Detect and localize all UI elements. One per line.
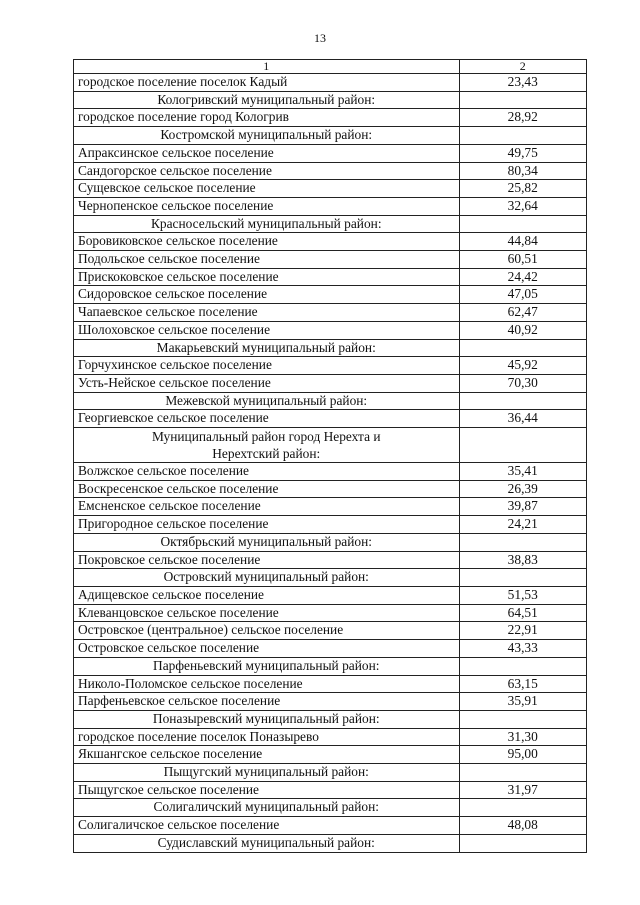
district-name-cell [74,428,460,463]
value-cell: 26,39 [459,480,587,498]
district-header-row [74,428,587,463]
value-cell: 80,34 [459,162,587,180]
value-cell: 24,21 [459,516,587,534]
table-row [74,251,587,269]
value-cell: 44,84 [459,233,587,251]
settlement-name-cell: Островское (центральное) сельское поселение [74,622,460,640]
table-row [74,268,587,286]
settlement-name-cell: Николо-Поломское сельское поселение [74,675,460,693]
settlement-name-cell: Якшангское сельское поселение [74,746,460,764]
district-header-row [74,834,587,852]
table-row [74,463,587,481]
district-name-cell: Пыщугский муниципальный район: [74,764,460,782]
table-row [74,781,587,799]
value-cell: 49,75 [459,144,587,162]
settlement-name-cell: Пыщугское сельское поселение [74,781,460,799]
value-cell [459,215,587,233]
district-name-cell: Костромской муниципальный район: [74,127,460,145]
value-cell [459,710,587,728]
district-name-cell: Красносельский муниципальный район: [74,215,460,233]
value-cell: 39,87 [459,498,587,516]
value-cell [459,764,587,782]
table-row [74,622,587,640]
settlement-name-cell: Емсненское сельское поселение [74,498,460,516]
table-row [74,144,587,162]
district-name-cell: Межевской муниципальный район: [74,392,460,410]
settlement-name-cell: Волжское сельское поселение [74,463,460,481]
value-cell: 31,97 [459,781,587,799]
table-row [74,675,587,693]
district-name-line: Нерехтский район: [212,446,321,462]
value-cell [459,428,587,463]
settlement-name-cell: Георгиевское сельское поселение [74,410,460,428]
settlement-name-cell: Боровиковское сельское поселение [74,233,460,251]
value-cell: 22,91 [459,622,587,640]
table-row [74,640,587,658]
page-number: 13 [314,31,326,45]
settlement-name-cell: Усть-Нейское сельское поселение [74,374,460,392]
value-cell: 28,92 [459,109,587,127]
table-row [74,74,587,92]
value-cell: 45,92 [459,357,587,375]
district-header-row [74,657,587,675]
settlement-name-cell: Сидоровское сельское поселение [74,286,460,304]
table-row [74,197,587,215]
district-header-row [74,339,587,357]
value-cell: 36,44 [459,410,587,428]
settlement-name-cell: Парфеньевское сельское поселение [74,693,460,711]
table-row [74,233,587,251]
value-cell: 63,15 [459,675,587,693]
value-cell: 70,30 [459,374,587,392]
table-row [74,551,587,569]
district-name-line: Муниципальный район город Нерехта и [151,429,381,445]
value-cell: 43,33 [459,640,587,658]
value-cell: 31,30 [459,728,587,746]
district-header-row [74,91,587,109]
column-header-2: 2 [459,60,587,74]
value-cell [459,339,587,357]
district-name-cell: Парфеньевский муниципальный район: [74,657,460,675]
value-cell [459,834,587,852]
settlement-name-cell: Пригородное сельское поселение [74,516,460,534]
settlement-name-cell: Апраксинское сельское поселение [74,144,460,162]
settlement-name-cell: Прискоковское сельское поселение [74,268,460,286]
settlement-name-cell: Шолоховское сельское поселение [74,321,460,339]
table-row [74,357,587,375]
table-row [74,516,587,534]
value-cell [459,392,587,410]
table-row [74,693,587,711]
value-cell: 32,64 [459,197,587,215]
table-header-row [74,60,587,74]
value-cell: 40,92 [459,321,587,339]
value-cell: 25,82 [459,180,587,198]
settlement-name-cell: Воскресенское сельское поселение [74,480,460,498]
value-cell [459,799,587,817]
district-name-cell: Макарьевский муниципальный район: [74,339,460,357]
settlement-name-cell: Горчухинское сельское поселение [74,357,460,375]
value-cell: 38,83 [459,551,587,569]
district-header-row [74,799,587,817]
table-row [74,286,587,304]
value-cell [459,127,587,145]
table-row [74,817,587,835]
district-name-cell: Октябрьский муниципальный район: [74,533,460,551]
settlements-table [73,59,587,853]
table-row [74,304,587,322]
table-row [74,586,587,604]
settlement-name-cell: Островское сельское поселение [74,640,460,658]
value-cell: 60,51 [459,251,587,269]
table-row [74,410,587,428]
value-cell: 95,00 [459,746,587,764]
value-cell: 47,05 [459,286,587,304]
table-row [74,498,587,516]
settlement-name-cell: Чернопенское сельское поселение [74,197,460,215]
value-cell [459,91,587,109]
settlement-name-cell: Сандогорское сельское поселение [74,162,460,180]
district-header-row [74,710,587,728]
district-header-row [74,569,587,587]
value-cell [459,533,587,551]
settlement-name-cell: Солигаличское сельское поселение [74,817,460,835]
value-cell: 23,43 [459,74,587,92]
settlement-name-cell: Клеванцовское сельское поселение [74,604,460,622]
settlement-name-cell: Чапаевское сельское поселение [74,304,460,322]
settlement-name-cell: городское поселение поселок Поназырево [74,728,460,746]
district-name-cell: Солигаличский муниципальный район: [74,799,460,817]
value-cell: 48,08 [459,817,587,835]
table-row [74,604,587,622]
settlement-name-cell: городское поселение поселок Кадый [74,74,460,92]
value-cell: 35,41 [459,463,587,481]
value-cell [459,657,587,675]
district-name-cell: Судиславский муниципальный район: [74,834,460,852]
settlement-name-cell: Подольское сельское поселение [74,251,460,269]
district-header-row [74,764,587,782]
table-row [74,321,587,339]
district-header-row [74,392,587,410]
district-name-cell: Островский муниципальный район: [74,569,460,587]
value-cell: 64,51 [459,604,587,622]
column-header-1: 1 [74,60,460,74]
district-name-cell: Поназыревский муниципальный район: [74,710,460,728]
table-row [74,728,587,746]
table-row [74,480,587,498]
table-row [74,162,587,180]
district-header-row [74,533,587,551]
district-name-cell: Кологривский муниципальный район: [74,91,460,109]
settlement-name-cell: Адищевское сельское поселение [74,586,460,604]
table-row [74,180,587,198]
settlement-name-cell: городское поселение город Кологрив [74,109,460,127]
district-header-row [74,215,587,233]
table-row [74,746,587,764]
settlement-name-cell: Сущевское сельское поселение [74,180,460,198]
settlement-name-cell: Покровское сельское поселение [74,551,460,569]
value-cell: 24,42 [459,268,587,286]
table-row [74,374,587,392]
value-cell: 62,47 [459,304,587,322]
value-cell [459,569,587,587]
district-header-row [74,127,587,145]
value-cell: 51,53 [459,586,587,604]
table-row [74,109,587,127]
value-cell: 35,91 [459,693,587,711]
